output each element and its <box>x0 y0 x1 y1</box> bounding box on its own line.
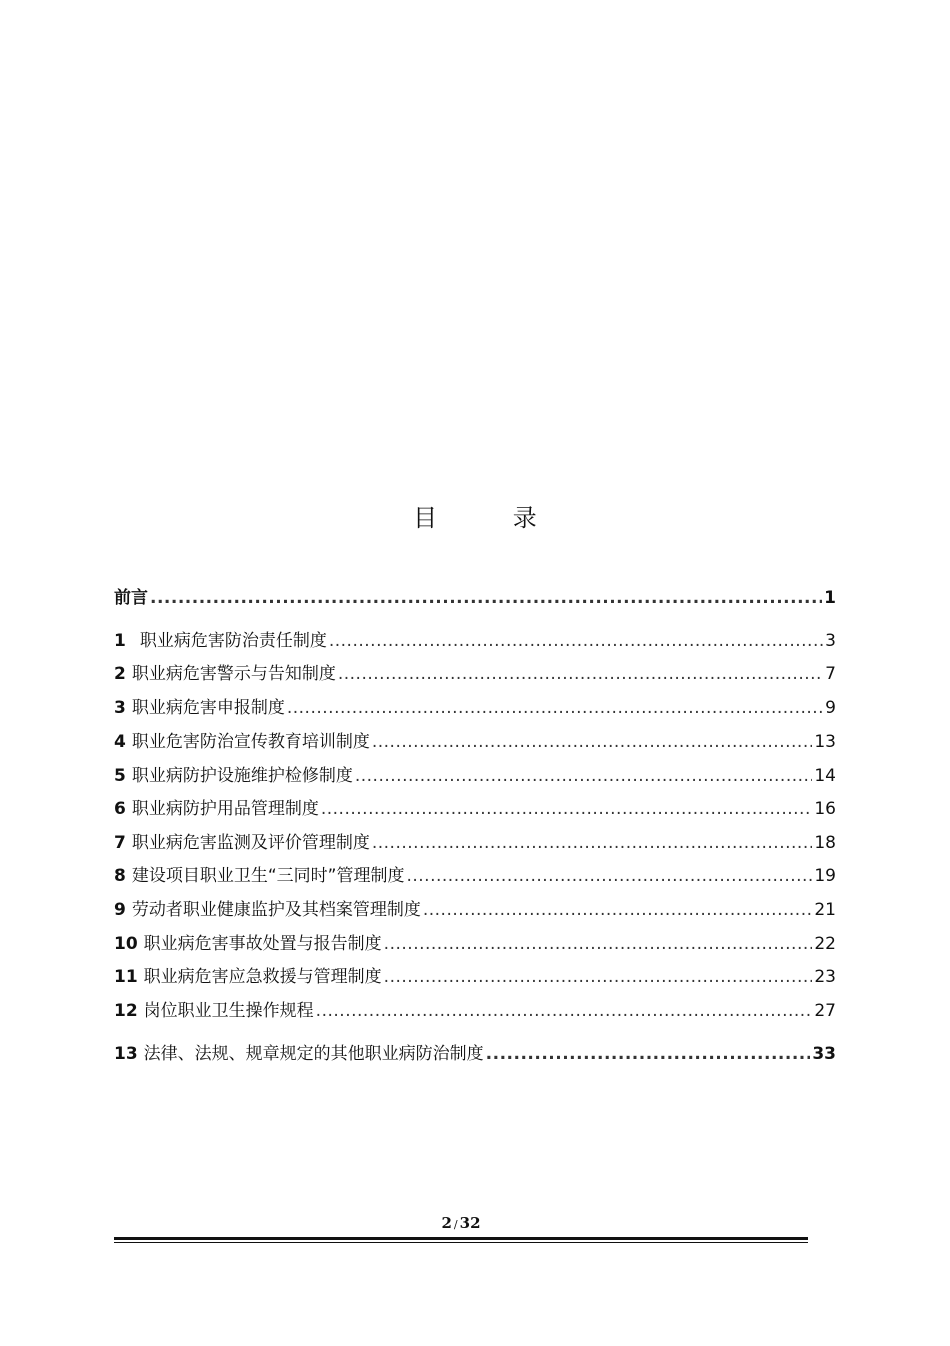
toc-entry-text: 职业病防护用品管理制度 <box>131 799 319 819</box>
toc-entry-12[interactable] <box>114 999 836 1023</box>
toc-entry-preface[interactable] <box>114 586 836 610</box>
toc-leader-dots <box>423 898 813 922</box>
toc-entry-13[interactable] <box>114 1042 836 1066</box>
toc-entry-page: 13 <box>814 732 836 752</box>
toc-entry-number: 12 <box>114 1001 138 1021</box>
toc-entry-text: 前言 <box>114 588 148 608</box>
toc-leader-dots <box>329 629 823 653</box>
toc-entry-1[interactable] <box>114 629 836 653</box>
toc-entry-text: 建设项目职业卫生“三同时”管理制度 <box>131 866 405 886</box>
toc-entry-11[interactable] <box>114 965 836 989</box>
toc-entry-number: 11 <box>114 967 138 987</box>
toc-entry-text: 职业病危害事故处置与报告制度 <box>143 934 382 954</box>
toc-entry-page: 14 <box>814 766 836 786</box>
toc-entry-text: 职业病危害监测及评价管理制度 <box>131 833 370 853</box>
toc-entry-3[interactable] <box>114 696 836 720</box>
toc-entry-text: 岗位职业卫生操作规程 <box>143 1001 314 1021</box>
toc-entry-4[interactable] <box>114 730 836 754</box>
toc-entry-number: 8 <box>114 866 126 886</box>
current-page-number: 2 <box>441 1214 452 1232</box>
toc-entry-2[interactable] <box>114 662 836 686</box>
toc-leader-dots <box>150 586 822 610</box>
page-separator: / <box>453 1218 458 1231</box>
toc-entry-number: 6 <box>114 799 126 819</box>
toc-entry-page: 1 <box>824 588 836 608</box>
toc-entry-page: 18 <box>814 833 836 853</box>
toc-leader-dots <box>406 864 812 888</box>
toc-entry-number: 13 <box>114 1044 138 1064</box>
toc-entry-number: 10 <box>114 934 138 954</box>
toc-entry-page: 9 <box>825 698 836 718</box>
page-number <box>114 1213 808 1235</box>
toc-entry-7[interactable] <box>114 831 836 855</box>
toc-leader-dots <box>384 965 813 989</box>
toc-leader-dots <box>486 1042 811 1066</box>
toc-leader-dots <box>355 764 813 788</box>
toc-leader-dots <box>384 932 813 956</box>
toc-entry-page: 16 <box>814 799 836 819</box>
toc-entry-5[interactable] <box>114 764 836 788</box>
toc-entry-page: 33 <box>812 1044 836 1064</box>
toc-leader-dots <box>338 662 823 686</box>
toc-leader-dots <box>287 696 823 720</box>
toc-entry-6[interactable] <box>114 797 836 821</box>
footer-rule-thick <box>114 1237 808 1240</box>
toc-entry-page: 7 <box>825 664 836 684</box>
toc-entry-page: 23 <box>814 967 836 987</box>
toc-entry-8[interactable] <box>114 864 836 888</box>
toc-entry-text: 职业病危害应急救援与管理制度 <box>143 967 382 987</box>
toc-entry-page: 19 <box>814 866 836 886</box>
toc-entry-number: 7 <box>114 833 126 853</box>
toc-entry-10[interactable] <box>114 932 836 956</box>
toc-leader-dots <box>321 797 813 821</box>
toc-entry-number: 5 <box>114 766 126 786</box>
total-pages-number: 32 <box>459 1214 481 1232</box>
toc-entry-number: 3 <box>114 698 126 718</box>
toc-entry-9[interactable] <box>114 898 836 922</box>
toc-entry-text: 职业病危害防治责任制度 <box>139 631 327 651</box>
toc-leader-dots <box>316 999 813 1023</box>
toc-entry-text: 劳动者职业健康监护及其档案管理制度 <box>131 900 421 920</box>
toc-entry-text: 职业危害防治宣传教育培训制度 <box>131 732 370 752</box>
toc-title: 目 录 <box>413 504 571 532</box>
toc-entry-number: 4 <box>114 732 126 752</box>
footer-rule-thin <box>114 1242 808 1243</box>
toc-entry-text: 职业病防护设施维护检修制度 <box>131 766 353 786</box>
toc-entry-text: 职业病危害警示与告知制度 <box>131 664 336 684</box>
toc-leader-dots <box>372 831 813 855</box>
toc-entry-number: 1 <box>114 631 126 651</box>
page-footer <box>114 1213 808 1243</box>
toc-entry-page: 27 <box>814 1001 836 1021</box>
toc-entry-page: 22 <box>814 934 836 954</box>
toc-entry-page: 3 <box>825 631 836 651</box>
toc-leader-dots <box>372 730 813 754</box>
toc-entry-text: 职业病危害申报制度 <box>131 698 285 718</box>
toc-entry-number: 9 <box>114 900 126 920</box>
toc-entry-page: 21 <box>814 900 836 920</box>
toc-entry-text: 法律、法规、规章规定的其他职业病防治制度 <box>143 1044 484 1064</box>
toc-entry-number: 2 <box>114 664 126 684</box>
